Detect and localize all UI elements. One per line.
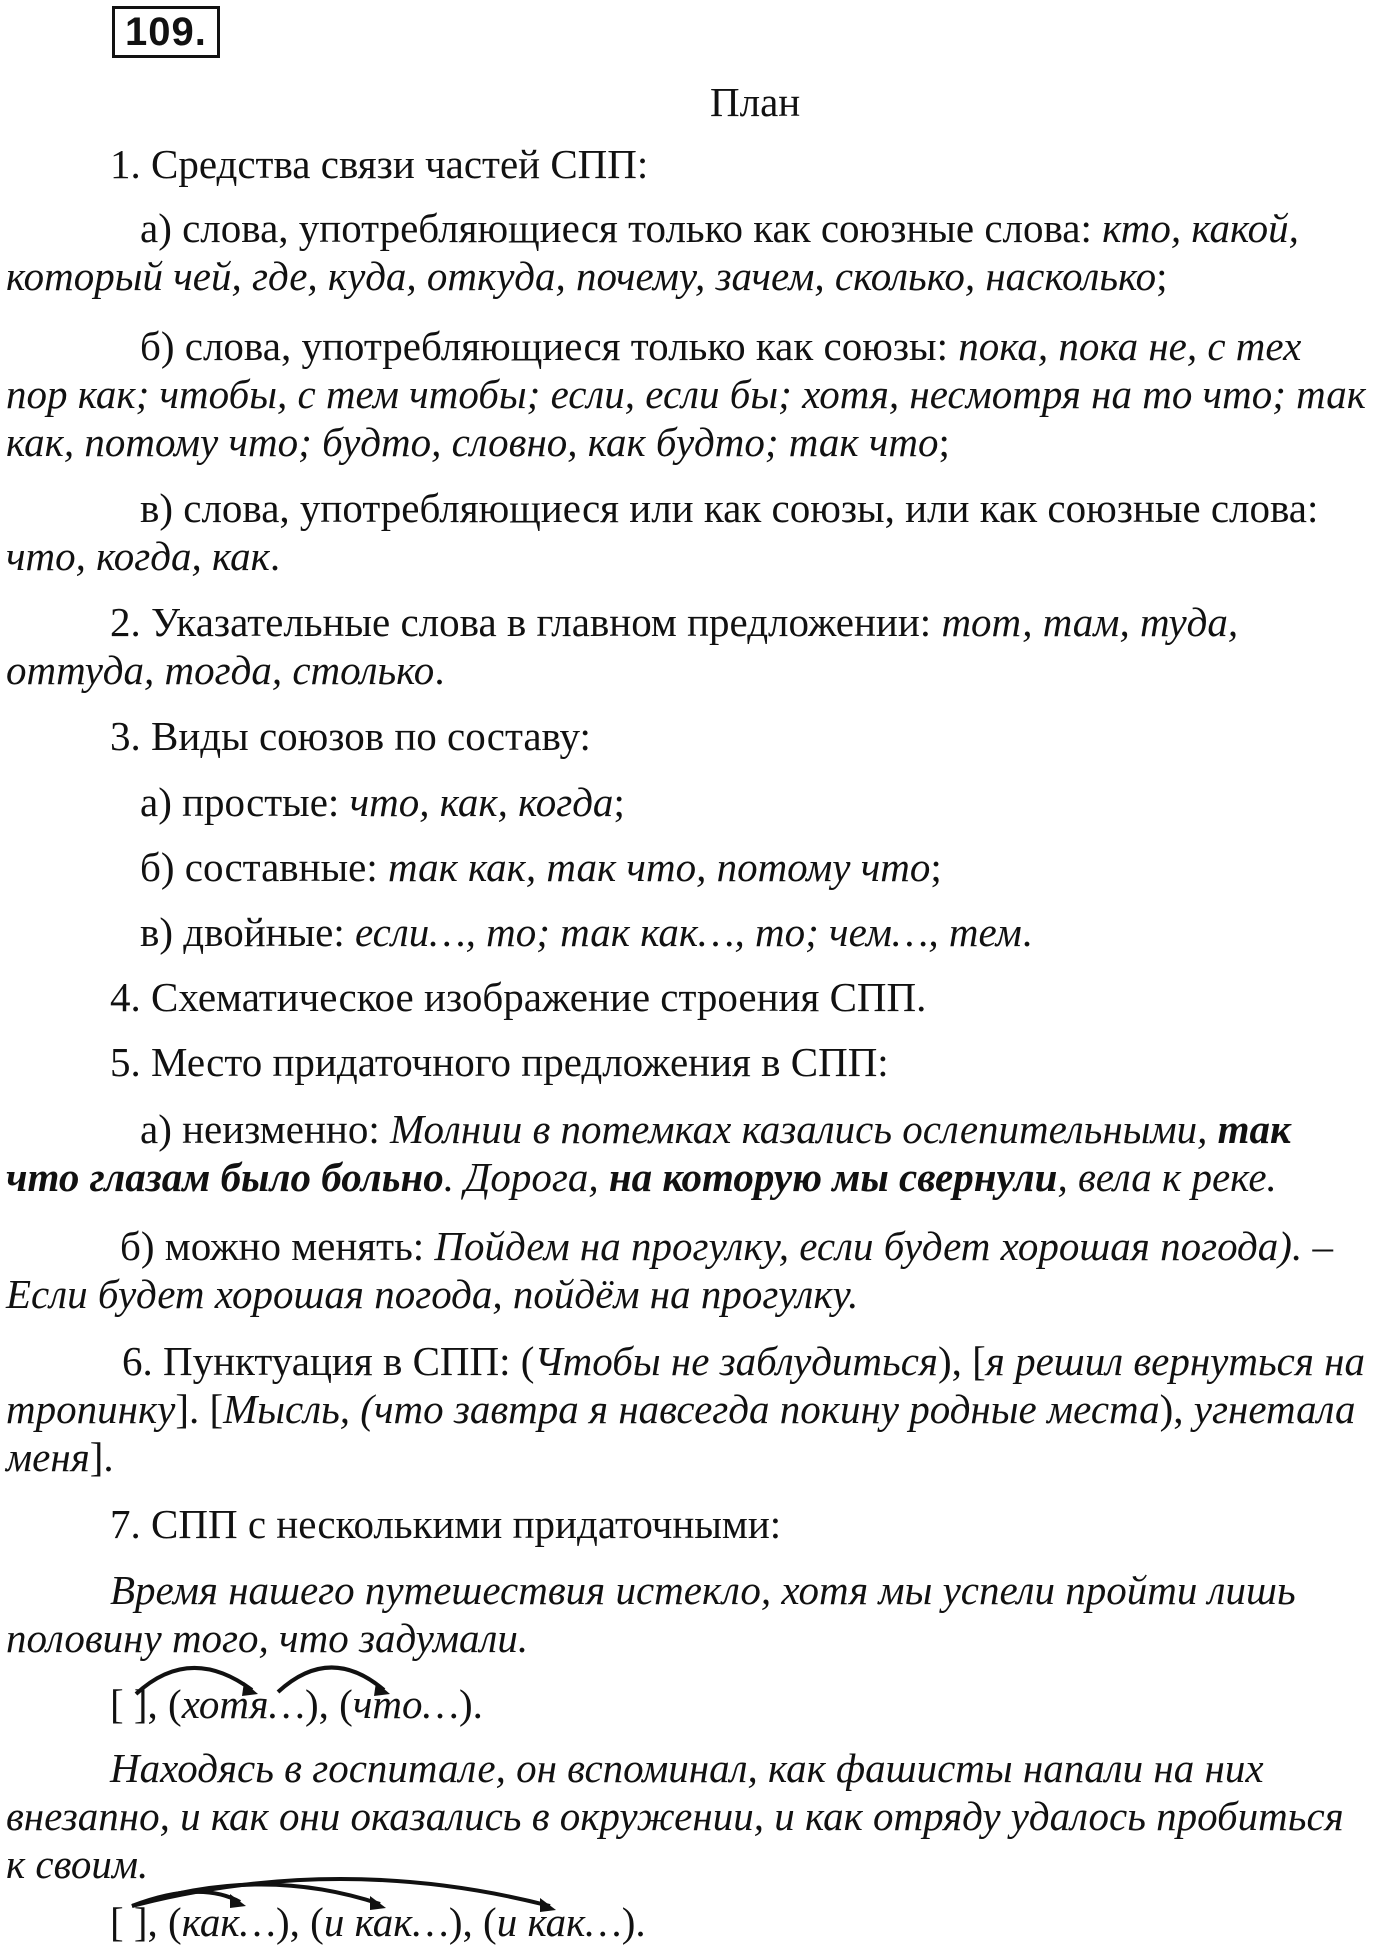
section6-ex2-main-end: меня [6, 1434, 90, 1480]
section6-ex2-main: Мысль, ( [223, 1386, 374, 1432]
section6-line3: меня]. [6, 1434, 114, 1480]
section6-ex1-subordinate: Чтобы не заблудиться [534, 1338, 938, 1384]
section5-b-example: Пойдем на прогулку, если будет хорошая погода). – [434, 1223, 1333, 1269]
section1-b-words-cont: пор как; чтобы, с тем чтобы; если, если бы; хотя, несмотря на то что; так [6, 371, 1366, 417]
section6-ex1-main: я решил вернуться на [985, 1338, 1365, 1384]
section7-example1-text-cont: половину того, что задумали. [6, 1615, 529, 1661]
section5-b-line2 [6, 1270, 1400, 1318]
scheme1-clause-2: что… [352, 1681, 459, 1727]
exercise-number: 109. [112, 6, 220, 58]
section3-a-words: что, как, когда [349, 779, 614, 825]
section2-words-cont: оттуда, тогда, столько [6, 647, 435, 693]
section7-example2-text-end: к своим. [6, 1841, 149, 1887]
section6-ex1-main-cont: тропинку [6, 1386, 176, 1432]
section5-a-example1: Молнии в потемках казались ослепительными, [389, 1106, 1218, 1152]
section7-example2-text: Находясь в госпитале, он вспоминал, как фашисты напали на них [110, 1745, 1264, 1791]
section3-a-label: а) простые: [140, 779, 350, 825]
section7-example2-line1 [110, 1744, 1400, 1792]
section7-heading: 7. СПП с несколькими придаточными: [110, 1501, 782, 1547]
scheme2-clause-3: и как… [496, 1899, 622, 1945]
section3-b: б) составные: так как, так что, потому что; [140, 844, 942, 890]
section6-line1: 6. Пунктуация в СПП: (Чтобы не заблудиться), [я решил вернуться на [122, 1338, 1365, 1384]
section5-a-line1 [140, 1105, 1400, 1153]
section1-a-words-cont: который чей, где, куда, откуда, почему, зачем, сколько, насколько [6, 253, 1157, 299]
scheme2-clause-2: и как… [323, 1899, 449, 1945]
section5-a-example1-bold: так [1217, 1106, 1291, 1152]
section5-heading: 5. Место придаточного предложения в СПП: [110, 1039, 889, 1085]
section1-a-line2: который чей, где, куда, откуда, почему, зачем, сколько, насколько; [6, 253, 1168, 299]
section1-b-words: пока, пока не, с тех [958, 323, 1302, 369]
section4-heading: 4. Схематическое изображение строения СПП. [110, 974, 927, 1020]
section1-b-line1 [140, 322, 1400, 370]
section1-c-words: что, когда, как [6, 533, 270, 579]
section1-a-words: кто, какой, [1102, 205, 1299, 251]
scheme1-clause-1: хотя… [181, 1681, 306, 1727]
section2-line1 [110, 598, 1400, 646]
section7-example1-line1 [110, 1566, 1400, 1614]
section1-a-label: а) слова, употребляющиеся только как союзные слова: [140, 205, 1103, 251]
section6-heading: 6. Пунктуация в СПП: ( [122, 1338, 535, 1384]
section5-b-label: б) можно менять: [120, 1223, 435, 1269]
section3-b-label: б) составные: [140, 844, 388, 890]
section1-c-label: в) слова, употребляющиеся или как союзы, или как союзные слова: [140, 485, 1319, 531]
section1-heading: 1. Средства связи частей СПП: [110, 141, 649, 187]
scheme2: [ ], (как…), (и как…), (и как…). [110, 1899, 646, 1945]
section3-c-words: если…, то; так как…, то; чем…, тем [354, 909, 1022, 955]
plan-title: План [710, 79, 801, 125]
section2-words: тот, там, туда, [941, 599, 1239, 645]
section1-b-words-end: как, потому что; будто, словно, как будто; так что [6, 419, 939, 465]
section5-a-line2: что глазам было больно. Дорога, на которую мы свернули, вела к реке. [6, 1154, 1277, 1200]
section5-a-example2-bold: на которую мы свернули [608, 1154, 1058, 1200]
section5-b-line1 [120, 1222, 1400, 1270]
section2-line2: оттуда, тогда, столько. [6, 647, 445, 693]
section5-a-example2-end: , вела к реке. [1057, 1154, 1277, 1200]
section7-example2-line2 [6, 1792, 1400, 1840]
section3-c-label: в) двойные: [140, 909, 355, 955]
scheme2-clause-1: как… [181, 1899, 277, 1945]
section3-a: а) простые: что, как, когда; [140, 779, 625, 825]
section1-b-line3: как, потому что; будто, словно, как будто; так что; [6, 419, 950, 465]
section3-b-words: так как, так что, потому что [387, 844, 931, 890]
section5-a-example2-start: Дорога, [464, 1154, 609, 1200]
section2-heading: 2. Указательные слова в главном предложении: [110, 599, 942, 645]
section7-example2-text-cont: внезапно, и как они оказались в окружении, и как отряду удалось пробиться [6, 1793, 1344, 1839]
section1-a-line1 [140, 204, 1400, 252]
section1-c-line2: что, когда, как. [6, 533, 281, 579]
section6-ex2-main-cont: угнетала [1193, 1386, 1356, 1432]
section5-b-example-cont: Если будет хорошая погода, пойдём на прогулку. [6, 1271, 859, 1317]
section1-b-label: б) слова, употребляющиеся только как союзы: [140, 323, 959, 369]
section5-a-label: а) неизменно: [140, 1106, 390, 1152]
section1-b-line2 [6, 370, 1400, 418]
section5-a-example1-bold-cont: что глазам было больно [6, 1154, 444, 1200]
section1-c-line1 [140, 484, 1400, 532]
section6-line2: тропинку]. [Мысль, (что завтра я навсегда покину родные места), угнетала [6, 1386, 1356, 1432]
section3-c: в) двойные: если…, то; так как…, то; чем…, тем. [140, 909, 1033, 955]
section7-example1-text: Время нашего путешествия истекло, хотя мы успели пройти лишь [110, 1567, 1296, 1613]
scheme1: [ ], (хотя…), (что…). [110, 1681, 483, 1727]
section6-ex2-subordinate: что завтра я навсегда покину родные места [373, 1386, 1160, 1432]
section3-heading: 3. Виды союзов по составу: [110, 713, 591, 759]
